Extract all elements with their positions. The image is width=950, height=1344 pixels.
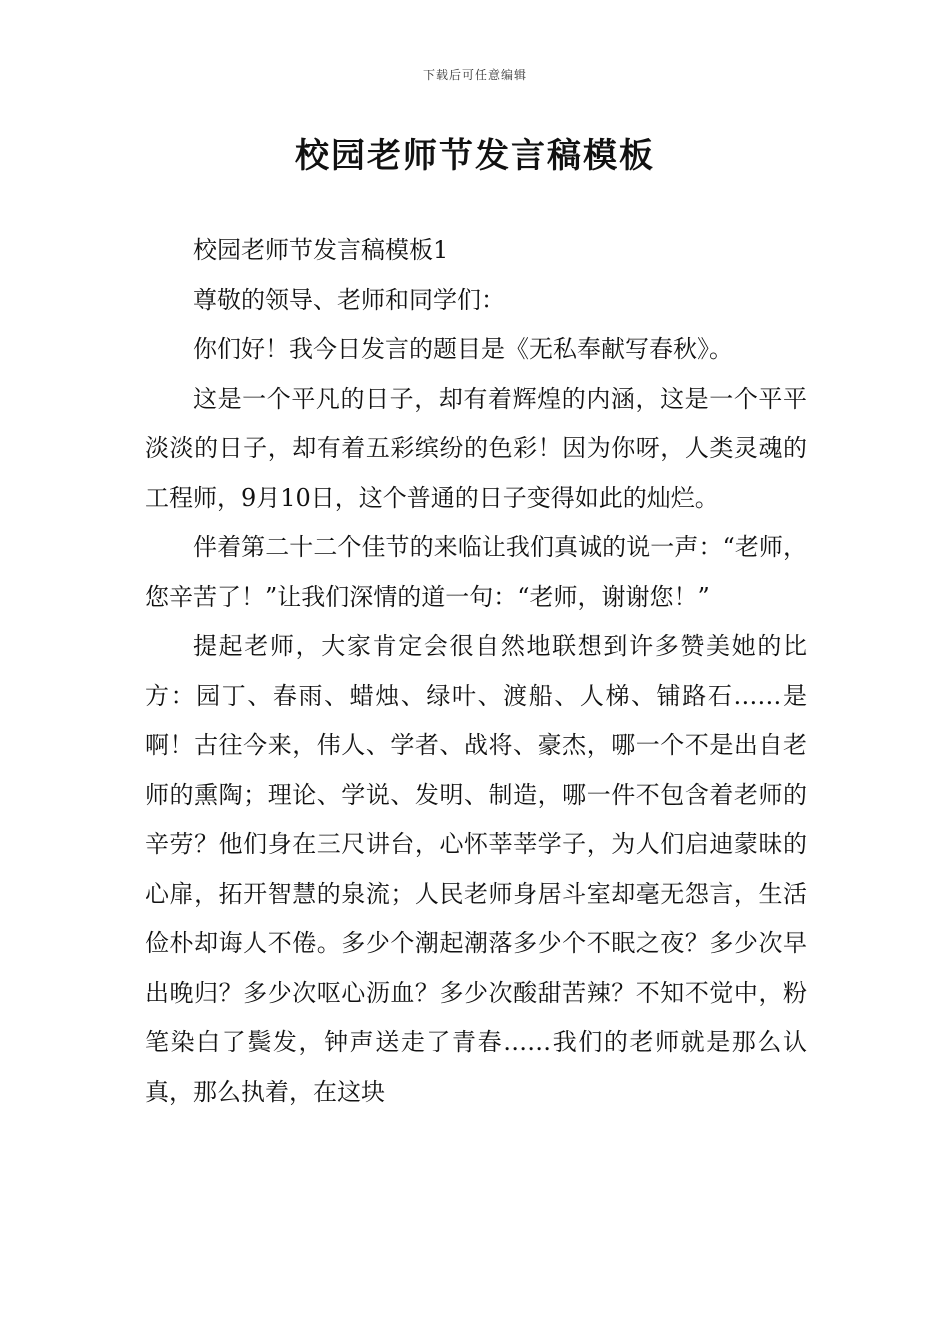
paragraph: 提起老师，大家肯定会很自然地联想到许多赞美她的比方：园丁、春雨、蜡烛、绿叶、渡船、人梯、铺路石……是啊！古往今来，伟人、学者、战将、豪杰，哪一个不是出自老师的熏陶；理论、学说、发明、制造，哪一件不包含着老师的辛劳？他们身在三尺讲台，心怀莘莘学子，为人们启迪蒙昧的心扉，拓开智慧的泉流；人民老师身居斗室却毫无怨言，生活俭朴却诲人不倦。多少个潮起潮落多少个不眠之夜？多少次早出晚归？多少次呕心沥血？多少次酸甜苦辣？不知不觉中，粉笔染白了鬓发，钟声送走了青春……我们的老师就是那么认真，那么执着，在这块 xyxy=(145,632,807,1106)
paragraph-greeting: 你们好！我今日发言的题目是《无私奉献写春秋》。 xyxy=(193,335,733,363)
header-note: 下载后可任意编辑 xyxy=(422,68,527,82)
paragraph-subtitle: 校园老师节发言稿模板1 xyxy=(193,236,449,264)
document-title: 校园老师节发言稿模板 xyxy=(295,136,655,176)
document-body xyxy=(145,226,807,1117)
paragraph: 伴着第二十二个佳节的来临让我们真诚的说一声：“老师，您辛苦了！”让我们深情的道一句：“老师，谢谢您！” xyxy=(145,533,807,611)
paragraph-salutation: 尊敬的领导、老师和同学们： xyxy=(193,285,505,314)
paragraph: 这是一个平凡的日子，却有着辉煌的内涵，这是一个平平淡淡的日子，却有着五彩缤纷的色彩！因为你呀，人类灵魂的工程师，9月10日，这个普通的日子变得如此的灿烂。 xyxy=(145,384,807,512)
